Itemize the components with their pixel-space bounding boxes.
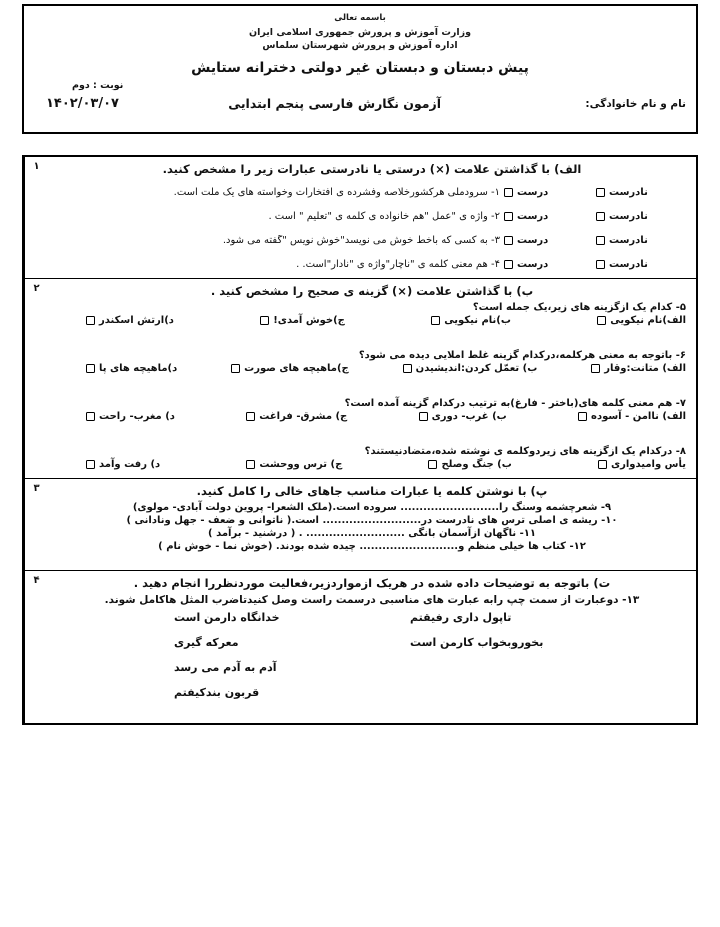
mc-option[interactable]	[419, 411, 507, 422]
tf-false-label: نادرست	[609, 258, 648, 270]
ministry-line: وزارت آموزش و پرورش جمهوری اسلامی ایران	[248, 26, 472, 38]
mc-option-label: ب)نام نیکویی	[444, 315, 511, 326]
bismillah-line: باسمه تعالی	[334, 13, 386, 23]
spacer	[56, 424, 688, 446]
tf-true-label: درست	[517, 234, 549, 246]
fill-blank-line[interactable]: ۱۱- ناگهان ازآسمان بانگی .......................... . ( درشنید - برآمد )	[208, 528, 536, 539]
section-1-body	[48, 157, 696, 278]
mc-option[interactable]	[431, 315, 511, 326]
checkbox-icon[interactable]	[504, 260, 513, 269]
section-2-body	[48, 279, 696, 478]
checkbox-icon[interactable]	[86, 316, 95, 325]
tf-option-true[interactable]	[504, 235, 596, 246]
spacer	[56, 376, 688, 398]
mc-question-block	[56, 302, 688, 326]
header-fields	[24, 80, 696, 128]
checkbox-icon[interactable]	[596, 188, 605, 197]
mc-option[interactable]	[403, 363, 538, 374]
mc-option-label: د)ارتش اسکندر	[98, 315, 174, 326]
section-row-1	[24, 157, 696, 279]
checkbox-icon[interactable]	[231, 364, 240, 373]
statement-text: ۴- هم معنی کلمه ی "ناچار"واژه ی "نادار"است. .	[296, 258, 500, 270]
matching-instruction: ۱۳- دوعبارت از سمت چپ رابه عبارت های مناسبی درسمت راست وصل کنیدتاضرب المثل هاکامل شوند.	[104, 594, 640, 606]
mc-options	[56, 459, 688, 470]
mc-option[interactable]	[597, 315, 686, 326]
match-item[interactable]: آدم به آدم می رسد	[174, 661, 277, 674]
checkbox-icon[interactable]	[260, 316, 269, 325]
mc-option[interactable]	[231, 363, 349, 374]
true-false-row	[56, 180, 688, 204]
mc-option[interactable]	[428, 459, 511, 470]
checkbox-icon[interactable]	[246, 460, 255, 469]
checkbox-icon[interactable]	[596, 236, 605, 245]
mc-option-label: ب) تعمّل کردن:اندیشیدن	[415, 363, 538, 374]
tf-true-label: درست	[517, 258, 549, 270]
checkbox-icon[interactable]	[591, 364, 600, 373]
section-row-4	[24, 571, 696, 723]
student-name-label: نام و نام خانوادگی:	[585, 98, 686, 110]
checkbox-icon[interactable]	[597, 316, 606, 325]
mc-options	[56, 363, 688, 374]
mc-option-label: ج) ترس ووحشت	[259, 459, 343, 470]
mc-options	[56, 315, 688, 326]
checkbox-icon[interactable]	[598, 460, 607, 469]
fill-blank-line[interactable]: ۹- شعرچشمه وسنگ را.......................... سروده است.(ملک الشعرا- پروین دولت آبادی- مولوی)	[132, 502, 612, 513]
mc-option[interactable]	[86, 315, 174, 326]
mc-option-label: یأس وامیدواری	[610, 459, 686, 470]
exam-date: ۱۴۰۲/۰۳/۰۷	[46, 96, 119, 111]
mc-option[interactable]	[578, 411, 686, 422]
mc-option[interactable]	[591, 363, 686, 374]
section-number: ۴	[24, 571, 48, 723]
checkbox-icon[interactable]	[504, 212, 513, 221]
mc-option-label: الف) ناامن - آسوده	[591, 411, 686, 422]
checkbox-icon[interactable]	[504, 188, 513, 197]
section-number: ۱	[24, 157, 48, 278]
matching-columns	[56, 611, 688, 717]
mc-option-label: ج) مشرق- فراغت	[259, 411, 348, 422]
tf-option-false[interactable]	[596, 235, 688, 246]
section-4-heading: ت) باتوجه به توضیحات داده شده در هریک ازمواردزیر،فعالیت موردنظررا انجام دهید .	[133, 576, 611, 590]
statement-text: ۲- واژه ی "عمل "هم خانواده ی کلمه ی "تعلیم " است .	[268, 210, 500, 222]
mc-option[interactable]	[246, 459, 342, 470]
section-1-heading: الف) با گذاشتن علامت (×) درستی یا نادرستی عبارات زیر را مشخص کنید.	[162, 162, 582, 176]
checkbox-icon[interactable]	[86, 460, 95, 469]
true-false-row	[56, 204, 688, 228]
match-item[interactable]: بخوروبخواب کارمن است	[410, 636, 544, 649]
mc-option-label: الف)نام نیکویی	[610, 315, 686, 326]
tf-option-false[interactable]	[596, 259, 688, 270]
checkbox-icon[interactable]	[403, 364, 412, 373]
mc-option-label: ج)ماهیچه های صورت	[244, 363, 349, 374]
checkbox-icon[interactable]	[419, 412, 428, 421]
mc-option[interactable]	[86, 459, 160, 470]
section-2-heading: ب) با گذاشتن علامت (×) گزینه ی صحیح را مشخص کنید .	[210, 284, 534, 298]
tf-option-false[interactable]	[596, 211, 688, 222]
tf-option-true[interactable]	[504, 211, 596, 222]
term-label: نوبت : دوم	[72, 80, 124, 91]
mc-option-label: ب) غرب- دوری	[431, 411, 507, 422]
header-org-lines	[24, 6, 696, 53]
mc-question-block	[56, 350, 688, 374]
section-3-heading: پ) با نوشتن کلمه یا عبارات مناسب جاهای خالی را کامل کنید.	[196, 484, 548, 498]
section-number: ۳	[24, 479, 48, 570]
mc-question-block	[56, 398, 688, 422]
tf-true-label: درست	[517, 210, 549, 222]
checkbox-icon[interactable]	[596, 260, 605, 269]
section-row-3	[24, 479, 696, 571]
mc-option[interactable]	[86, 411, 175, 422]
questions-table	[22, 155, 698, 725]
mc-question-text: ۶- باتوجه به معنی هرکلمه،درکدام گزینه غلط املایی دیده می شود؟	[358, 350, 686, 361]
match-item[interactable]: قربون بندکیفتم	[174, 686, 260, 699]
tf-option-false[interactable]	[596, 187, 688, 198]
checkbox-icon[interactable]	[596, 212, 605, 221]
matching-right-column	[410, 611, 570, 699]
checkbox-icon[interactable]	[428, 460, 437, 469]
section-3-body	[48, 479, 696, 570]
tf-option-true[interactable]	[504, 187, 596, 198]
mc-option-label: د) رفت وآمد	[99, 459, 161, 470]
mc-question-text: ۵- کدام یک ازگزینه های زیر،یک جمله است؟	[472, 302, 686, 313]
fill-blank-line[interactable]: ۱۰- ریشه ی اصلی ترس های نادرست در.......................... است.( ناتوانی و ضعف - جهل ونادانی )	[126, 515, 618, 526]
statement-text: ۱- سرودملی هرکشورخلاصه وفشرده ی افتخارات وخواسته های یک ملت است.	[173, 186, 500, 198]
match-item[interactable]: تاپول داری رفیقتم	[410, 611, 512, 624]
mc-option[interactable]	[598, 459, 686, 470]
tf-option-true[interactable]	[504, 259, 596, 270]
true-false-row	[56, 252, 688, 276]
match-item[interactable]: معرکه گیری	[174, 636, 239, 649]
checkbox-icon[interactable]	[431, 316, 440, 325]
exam-title: آزمون نگارش فارسی پنجم ابتدایی	[228, 96, 441, 111]
mc-option[interactable]	[86, 363, 177, 374]
tf-false-label: نادرست	[609, 186, 648, 198]
mc-option[interactable]	[260, 315, 345, 326]
tf-true-label: درست	[517, 186, 549, 198]
mc-question-block	[56, 446, 688, 470]
mc-option-label: الف) متانت:وقار	[604, 363, 686, 374]
checkbox-icon[interactable]	[504, 236, 513, 245]
mc-options	[56, 411, 688, 422]
checkbox-icon[interactable]	[86, 364, 95, 373]
matching-left-column	[174, 611, 324, 699]
statement-text: ۳- به کسی که باخط خوش می نویسد"خوش نویس "گفته می شود.	[222, 234, 500, 246]
mc-option-label: ج)خوش آمدی!	[273, 315, 345, 326]
mc-option-label: ب) جنگ وصلح	[441, 459, 512, 470]
exam-header	[22, 4, 698, 134]
mc-question-text: ۸- درکدام یک ازگزینه های زیردوکلمه ی نوشته شده،متضادنیستند؟	[364, 446, 686, 457]
school-name: پیش دبستان و دبستان غیر دولتی دخترانه ستایش	[191, 59, 529, 76]
checkbox-icon[interactable]	[86, 412, 95, 421]
mc-question-text: ۷- هم معنی کلمه های(باختر - فارغ)به ترتیب درکدام گزینه آمده است؟	[344, 398, 686, 409]
spacer	[56, 328, 688, 350]
office-line: اداره آموزش و پرورش شهرستان سلماس	[262, 40, 458, 51]
section-number: ۲	[24, 279, 48, 478]
section-row-2	[24, 279, 696, 479]
mc-option-label: د) مغرب- راحت	[99, 411, 175, 422]
mc-option[interactable]	[246, 411, 347, 422]
tf-false-label: نادرست	[609, 234, 648, 246]
match-item[interactable]: خدانگاه دارمن است	[174, 611, 280, 624]
mc-option-label: د)ماهیچه های پا	[98, 363, 178, 374]
checkbox-icon[interactable]	[246, 412, 255, 421]
true-false-row	[56, 228, 688, 252]
checkbox-icon[interactable]	[578, 412, 587, 421]
section-4-body	[48, 571, 696, 723]
tf-false-label: نادرست	[609, 210, 648, 222]
fill-blank-line[interactable]: ۱۲- کتاب ها خیلی منظم و.......................... چیده شده بودند. (خوش نما - خوش نام )	[158, 541, 586, 552]
